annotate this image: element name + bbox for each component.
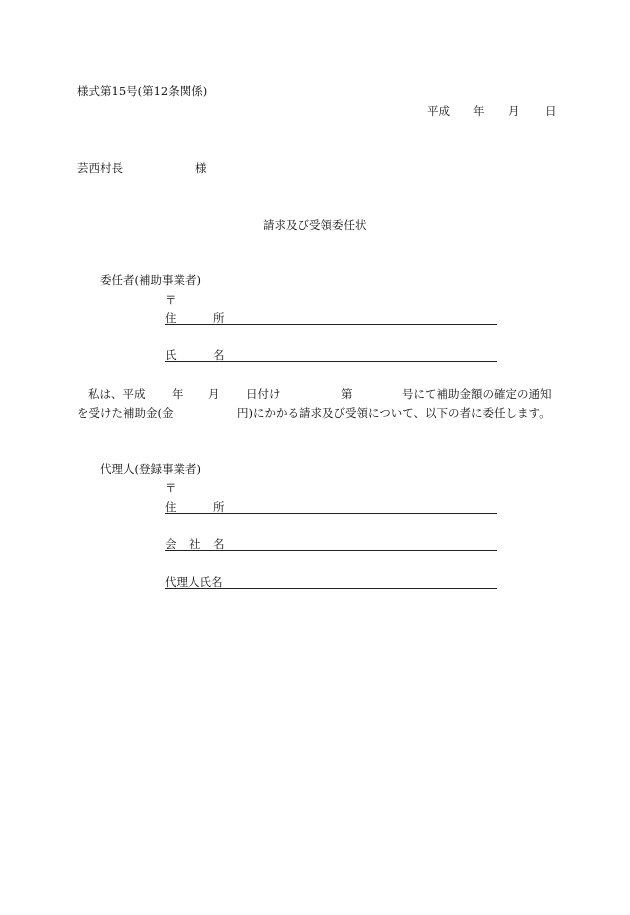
agent-address-label-1: 住 — [165, 500, 177, 514]
agent-company-field[interactable] — [165, 550, 497, 551]
addressee-name: 芸西村長 — [77, 161, 123, 175]
agent-address-label-2: 所 — [213, 500, 225, 514]
principal-name-label-1: 氏 — [165, 348, 177, 362]
principal-address-label-2: 所 — [213, 311, 225, 325]
body-l1-f: 号にて補助金額の確定の通知 — [402, 387, 552, 401]
principal-heading: 委任者(補助事業者) — [100, 273, 201, 287]
agent-postal-mark: 〒 — [165, 481, 177, 495]
body-l1-c: 月 — [208, 387, 220, 401]
date-year-unit: 年 — [473, 104, 485, 118]
body-l1-d: 日付け — [246, 387, 281, 401]
body-l2-a: を受けた補助金(金 — [77, 406, 174, 420]
principal-name-label-2: 名 — [213, 348, 225, 362]
agent-heading: 代理人(登録事業者) — [100, 462, 201, 476]
document-title: 請求及び受領委任状 — [263, 218, 367, 232]
date-era: 平成 — [427, 104, 450, 118]
addressee-honorific: 様 — [195, 161, 207, 175]
body-l2-b: 円)にかかる請求及び受領について、以下の者に委任します。 — [237, 406, 551, 420]
agent-address-field[interactable] — [165, 513, 497, 514]
agent-company-label-2: 社 — [189, 537, 201, 551]
date-day-unit: 日 — [545, 104, 557, 118]
agent-name-label: 代理人氏名 — [165, 575, 223, 589]
body-l1-b: 年 — [172, 387, 184, 401]
agent-name-field[interactable] — [165, 588, 497, 589]
body-l1-e: 第 — [341, 387, 353, 401]
agent-company-label-1: 会 — [165, 537, 177, 551]
principal-address-label-1: 住 — [165, 311, 177, 325]
body-l1-a: 私は、平成 — [88, 387, 146, 401]
date-month-unit: 月 — [508, 104, 520, 118]
form-number: 様式第15号(第12条関係) — [77, 84, 208, 98]
principal-address-field[interactable] — [165, 324, 497, 325]
principal-name-field[interactable] — [165, 361, 497, 362]
principal-postal-mark: 〒 — [165, 293, 177, 307]
agent-company-label-3: 名 — [213, 537, 225, 551]
